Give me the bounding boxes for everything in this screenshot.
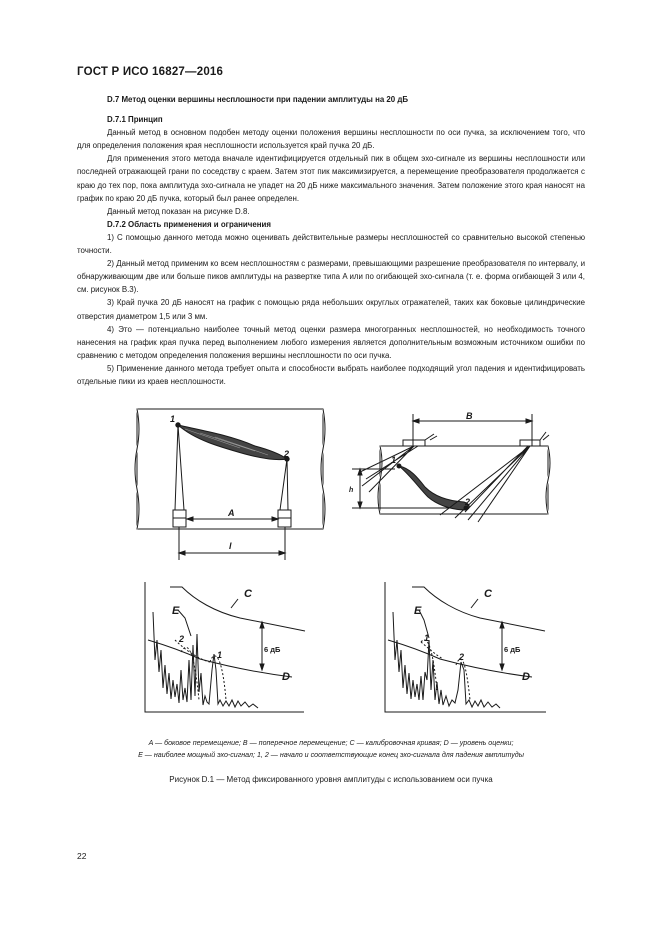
standard-header: ГОСТ Р ИСО 16827—2016 xyxy=(77,66,224,78)
page-number: 22 xyxy=(77,851,87,861)
label-right-1: 1 xyxy=(391,455,397,465)
section-heading: D.7 Метод оценки вершины несплошности при падении амплитуды на 20 дБ xyxy=(107,95,409,104)
label-right-2: 2 xyxy=(465,497,471,507)
list-item: 1) С помощью данного метода можно оценивать действительные размеры несплошностей со сравнительно высокой степенью точности. xyxy=(77,232,585,256)
label-curve-d-right: D xyxy=(522,671,530,683)
label-left-1: 1 xyxy=(170,414,176,424)
label-echo-e-right: E xyxy=(414,605,422,617)
paragraph: Данный метод в основном подобен методу оценки положения вершины несплошности по оси пучка, за исключением того, что для определения положения края несплошности используется край пучка 20 дБ. xyxy=(77,128,585,151)
list-item: 4) Это — потенциально наиболее точный метод оценки размера многогранных несплошностей, но необходимость точного нанесения на график края пучка перед выполнением любого измерения является дополнительным возможным источником ошибки по сравнению с методом определения положения вершины несплошности по оси пучка. xyxy=(77,324,585,360)
subsection-heading-scope: D.7.2 Область применения и ограничения xyxy=(107,219,271,229)
cross-section-right-diagram xyxy=(352,414,550,522)
label-echo-1-left: 1 xyxy=(217,650,223,660)
list-item: 3) Край пучка 20 дБ наносят на график с помощью ряда небольших округлых отражателей, таких как боковые цилиндрические отверстия диаметром 1,5 или 3 мм. xyxy=(77,298,585,321)
figure-legend xyxy=(77,737,585,761)
label-echo-2-right: 2 xyxy=(459,652,465,662)
list-item: 5) Применение данного метода требует опыта и способности выбрать наиболее подходящий угол падения и идентифицировать отдельные пики из краев несплошности. xyxy=(77,363,585,386)
label-curve-d-left: D xyxy=(282,671,290,683)
figure-title: Рисунок D.1 — Метод фиксированного уровня амплитуды с использованием оси пучка xyxy=(169,775,493,784)
label-dim-b: B xyxy=(466,411,473,421)
a-scan-left-chart xyxy=(145,582,305,712)
label-curve-c-right: C xyxy=(484,588,492,600)
label-left-2: 2 xyxy=(284,449,290,459)
a-scan-right-chart xyxy=(385,582,546,712)
label-dim-h: h xyxy=(349,487,354,494)
label-echo-1-right: 1 xyxy=(424,633,430,643)
paragraph: Для применения этого метода вначале идентифицируется отдельный пик в общем эхо-сигнале из вершины несплошности или последней отражающей грани по соседству с краем. Затем этот пик максимизируется, а перемещение преобразователя продолжается с краю до тех пор, пока амплитуда эхо-сигнала не упадет на 20 дБ ниже максимального значения. Затем положение этого края наносят на график по краю 20 дБ пучка, который был ранее определен. xyxy=(77,154,585,203)
label-echo-2-left: 2 xyxy=(179,634,185,644)
subsection-heading-principle: D.7.1 Принцип xyxy=(107,115,163,125)
label-6db-left: 6 дБ xyxy=(264,645,281,654)
label-6db-right: 6 дБ xyxy=(504,645,521,654)
label-curve-c-left: C xyxy=(244,588,252,600)
legend-line-1: A — боковое перемещение; B — поперечное перемещение; C — калибровочная кривая; D — уровень оценки; xyxy=(148,739,514,747)
label-dim-a: A xyxy=(228,508,235,518)
label-echo-e-left: E xyxy=(172,605,180,617)
label-dim-l: l xyxy=(229,541,232,551)
top-view-left-diagram xyxy=(135,409,326,560)
legend-line-2: E — наиболее мощный эхо-сигнал; 1, 2 — начало и соответствующие конец эхо-сигнала для падения амплитуды xyxy=(138,751,524,759)
list-item: 2) Данный метод применим ко всем несплошностям с размерами, превышающими разрешение преобразователя по интервалу, и обнаруживающим две или больше пиков амплитуды на развертке типа A или по огибающей эхо-сигнала (т. е. форма огибающей 3 или 4, см. рисунок B.3). xyxy=(77,259,585,295)
paragraph: Данный метод показан на рисунке D.8. xyxy=(107,206,250,216)
